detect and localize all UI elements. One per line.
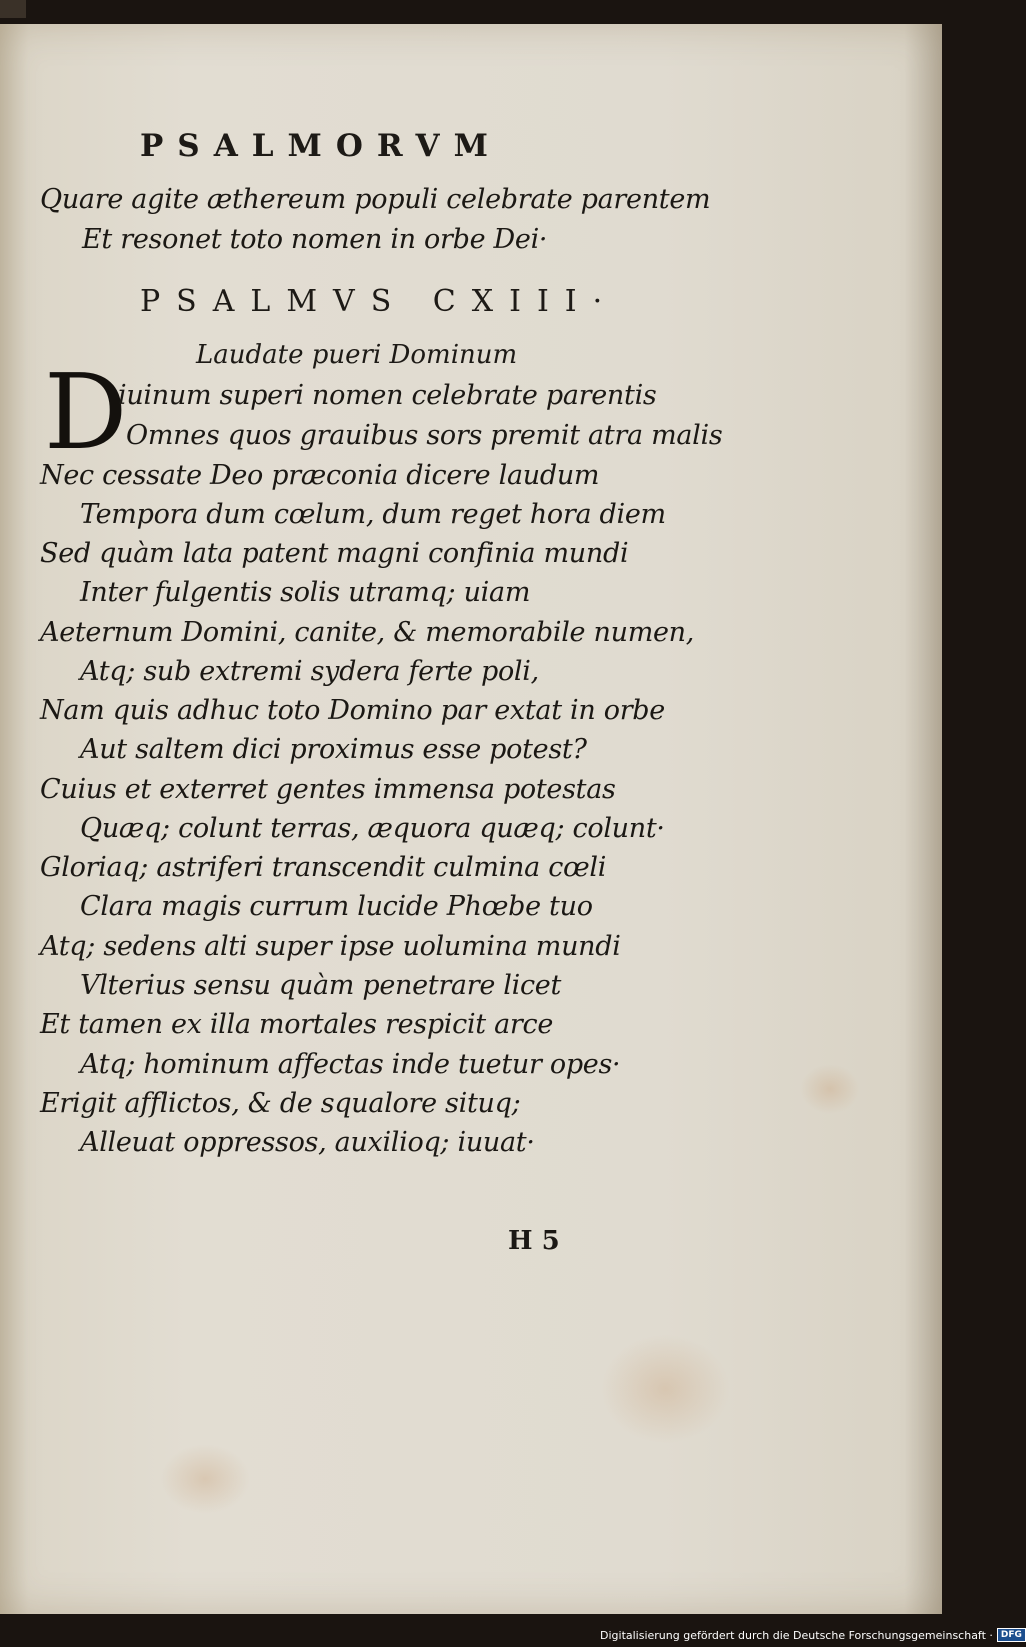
page-corner-mark — [0, 0, 26, 18]
verse-line: Vlterius sensu quàm penetrare licet — [80, 970, 562, 1001]
verse-line: Et tamen ex illa mortales respicit arce — [40, 1009, 554, 1040]
verse-line: Inter fulgentis solis utramq; uiam — [80, 577, 531, 608]
opening-line-2: Et resonet toto nomen in orbe Dei· — [82, 224, 548, 255]
verse-line: Aeternum Domini, canite, & memorabile numen, — [40, 617, 695, 648]
verse-line: Erigit afflictos, & de squalore situq; — [40, 1088, 521, 1119]
verse-line: Omnes quos grauibus sors premit atra malis — [126, 420, 723, 451]
opening-line-1: Quare agite æthereum populi celebrate parentem — [40, 184, 711, 215]
verse-line: Aut saltem dici proximus esse potest? — [80, 734, 587, 765]
psalm-title: PSALMVS CXIII· — [140, 284, 619, 319]
signature-mark: H 5 — [508, 1226, 560, 1256]
verse-line: iuinum superi nomen celebrate parentis — [118, 380, 657, 411]
verse-line: Nam quis adhuc toto Domino par extat in orbe — [40, 695, 665, 726]
verse-line: Alleuat oppressos, auxilioq; iuuat· — [80, 1127, 535, 1158]
verse-line: Sed quàm lata patent magni confinia mundi — [40, 538, 629, 569]
verse-line: Clara magis currum lucide Phœbe tuo — [80, 891, 593, 922]
verse-line: Atq; sedens alti super ipse uolumina mundi — [40, 931, 621, 962]
verse-line: Quæq; colunt terras, æquora quæq; colunt· — [80, 813, 665, 844]
verse-line: Gloriaq; astriferi transcendit culmina cœli — [40, 852, 607, 883]
foxing-stain — [160, 1444, 250, 1514]
drop-cap-initial: D — [44, 351, 128, 473]
psalm-incipit: Laudate pueri Dominum — [196, 340, 518, 370]
running-head: PSALMORVM — [140, 128, 502, 164]
credit-text: Digitalisierung gefördert durch die Deutsche Forschungsgemeinschaft · — [600, 1628, 993, 1642]
verse-line: Nec cessate Deo præconia dicere laudum — [40, 460, 600, 491]
foxing-stain — [800, 1064, 860, 1114]
verse-line: Atq; sub extremi sydera ferte poli, — [80, 656, 539, 687]
dfg-logo: DFG — [997, 1628, 1026, 1642]
verse-line: Atq; hominum affectas inde tuetur opes· — [80, 1049, 621, 1080]
foxing-stain — [600, 1334, 730, 1444]
verse-line: Cuius et exterret gentes immensa potestas — [40, 774, 616, 805]
digitization-credit — [600, 1628, 1022, 1642]
verse-line: Tempora dum cœlum, dum reget hora diem — [80, 499, 666, 530]
